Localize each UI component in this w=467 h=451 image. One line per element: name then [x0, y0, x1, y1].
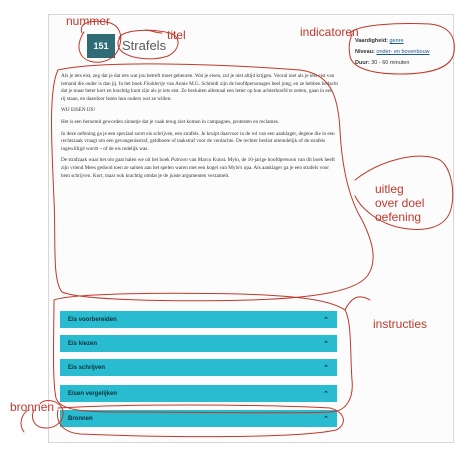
accordion-label: Eis voorbereiden [68, 316, 117, 323]
indicator-link-level[interactable]: onder- en bovenbouw [376, 49, 430, 55]
paragraph: WIJ EISEN IJS! [61, 107, 96, 114]
chevron-up-icon: ⌃ [323, 316, 329, 324]
annotation-titel: titel [167, 28, 186, 42]
chevron-up-icon: ⌃ [323, 415, 329, 423]
paragraph: Als je iets eist, zeg dat je dat iets wat jou betreft moet gebeuren. Wat je eisen, zul je niet altijd krijgen. Vooral niet als je iets eist van iemand die ouder is dan jij. In het boek Floddertje van Annie M.G. Schmidt zijn de hoofdpersonages heel jong, en ze hebben bedacht dat je maar beter kort en krachtig kunt zijn als je iets eist. Ze besluiten allemaal een letter op hun achterhoofd te zetten, gaan in een rij staan, en daardoor lezen hun ouders wat ze willen: [61, 73, 338, 102]
accordion-label: Eis schrijven [68, 364, 106, 371]
indicator-link-genre[interactable]: genre [389, 38, 404, 44]
chevron-up-icon: ⌃ [323, 390, 329, 398]
annotation-uitleg: uitleg over doel oefening [375, 182, 425, 224]
paragraph: Het is een beroemd geworden zinnetje dat je vaak terug ziet komen in campagnes, protesten en reclames. [61, 118, 280, 125]
exercise-number-badge: 151 [87, 34, 115, 58]
paragraph: De strafzaak waar het om gaat halen we uit het boek Patroon van Marco Kunst. Mylo, de 16-jarige hoofdpersoon van dit boek heeft zijn vriend Mees gedood toen ze samen aan het spelen waren met een kogel van Mylo's opa. Als aanklager ga je een strafels voor hem schrijven. Kort, maar ook krachtig omdat je de juiste argumenten verzamelt. [61, 157, 335, 179]
indicator-label: Duur: [355, 60, 370, 66]
chevron-up-icon: ⌃ [323, 364, 329, 372]
annotation-instructies: instructies [373, 317, 428, 331]
indicator-label: Niveau: [355, 49, 375, 55]
annotation-bronnen: bronnen [10, 400, 55, 414]
annotation-indicatoren: indicatoren [300, 25, 359, 39]
accordion-label: Bronnen [68, 415, 93, 422]
exercise-title: Strafels [122, 38, 167, 53]
paragraph: In deze oefening ga je een speciaal soort eis schrijven, een strafels. Je kruipt daarvoor in de rol van een aanklager, degene die in een rechtszaak vraagt om een gevangenisstraf, geldboete of taakstraf voor de verdachte. De rechter beslist uiteindelijk of de strafeis ingewilligd wordt – of de eis redelijk was. [61, 130, 335, 152]
annotation-nummer: nummer [66, 14, 111, 28]
accordion-label: Eis kiezen [68, 340, 98, 347]
accordion-label: Eisen vergelijken [68, 390, 118, 397]
indicator-value: 30 - 60 minuten [371, 60, 410, 66]
indicator-label: Vaardigheid: [355, 38, 389, 44]
chevron-up-icon: ⌃ [323, 340, 329, 348]
